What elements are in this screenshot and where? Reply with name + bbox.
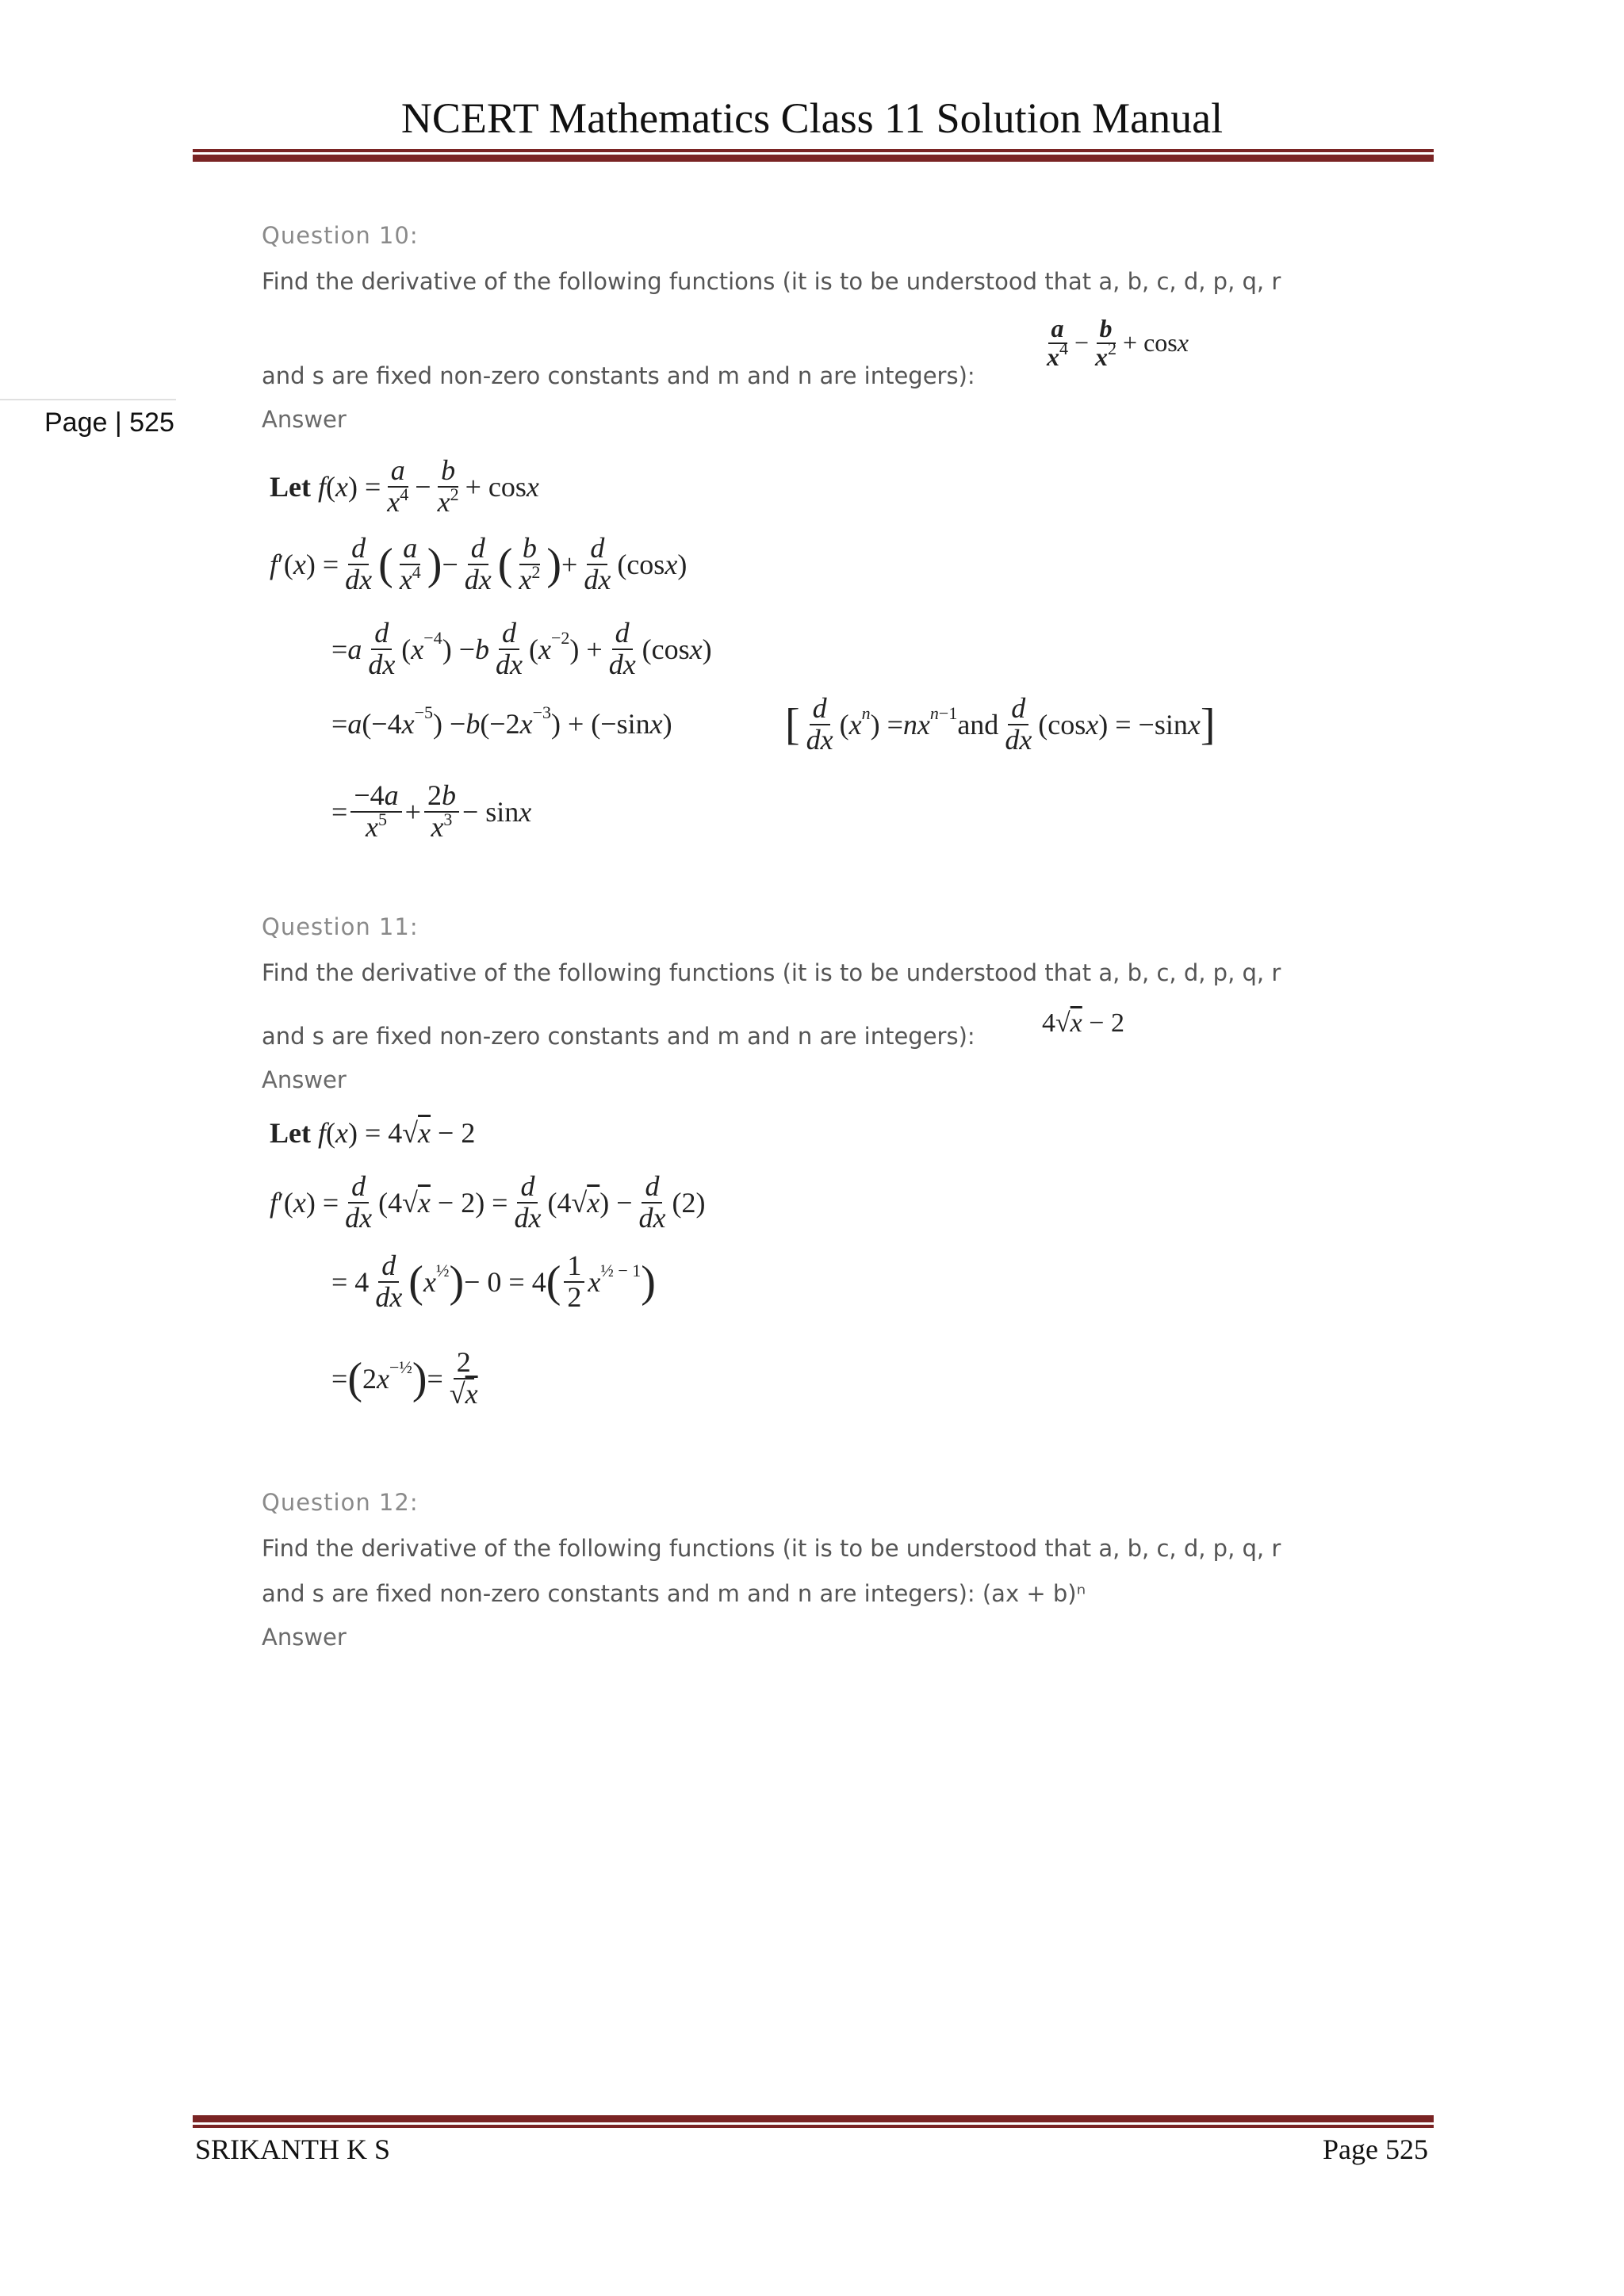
question-12-answer-label: Answer (262, 1624, 347, 1651)
page-header-title: NCERT Mathematics Class 11 Solution Manual (400, 94, 1224, 142)
question-12-text-line1: Find the derivative of the following functions (it is to be understood that a, b, c, d, p, q, r (262, 1535, 1281, 1562)
question-10-answer-label: Answer (262, 406, 347, 433)
question-11-heading: Question 11: (262, 913, 419, 940)
question-11-text-line2: and s are fixed non-zero constants and m and n are integers): (262, 1023, 975, 1050)
q11-step-1: Let f ( x ) = 4√ x − 2 (270, 1117, 476, 1149)
q11-step-4: = ( 2 x −½ ) = $\frac{2}{√x}$ (331, 1346, 478, 1410)
q11-step-2: f ′( x ) = $\frac{d}{dx}$ (4√ x − 2) = $\frac{d}{dx}$ (4√ x ) − $\frac{d}{dx}$ (2) (270, 1170, 706, 1234)
q11-step-3: = 4 $\frac{d}{dx}$ ( x ½ ) − 0 = 4 ( $\frac{1}{2}$ x ½ − 1 ) (331, 1249, 656, 1313)
margin-page-number: Page | 525 (44, 408, 174, 438)
footer-rule-thick (193, 2115, 1434, 2122)
question-12-heading: Question 12: (262, 1489, 419, 1516)
question-11-function: 4√ x − 2 (1042, 1008, 1124, 1038)
q10-step-3: = a $\frac{d}{dx}$ ( x −4 ) − b $\frac{d}{dx}$ ( x −2 ) + $\frac{d}{dx}$ (cos x ) (331, 617, 712, 680)
question-12-text-line2: and s are fixed non-zero constants and m and n are integers): (ax + b)ⁿ (262, 1580, 1086, 1607)
q10-step-5: = $\frac{-4a}{x^5}$ + $\frac{2b}{x^3}$ − sin x (331, 779, 532, 843)
q10-step-4: = a (−4 x −5 ) − b (−2 x −3 ) + (−sin x ) (331, 702, 672, 740)
question-11-text-line1: Find the derivative of the following functions (it is to be understood that a, b, c, d, p, q, r (262, 959, 1281, 986)
question-10-text-line1: Find the derivative of the following functions (it is to be understood that a, b, c, d, p, q, r (262, 268, 1281, 295)
q10-step-1: Let f ( x ) = $\frac{a}{x^4}$ − $\frac{b}{x^2}$ + cos x (270, 454, 539, 518)
footer-rule-thin (193, 2125, 1434, 2128)
question-10-text-line2: and s are fixed non-zero constants and m and n are integers): (262, 362, 975, 389)
question-10-heading: Question 10: (262, 222, 419, 249)
q10-step-2: f ′( x ) = $\frac{d}{dx}$ ( $\frac{a}{x^4}$ ) − $\frac{d}{dx}$ ( $\frac{b}{x^2}$ ) + $\frac{d}{dx}$ (cos x ) (270, 532, 688, 595)
question-10-function: $\frac{a}{x^4}$ − $\frac{b}{x^2}$ + cos x (1047, 314, 1189, 371)
question-11-answer-label: Answer (262, 1066, 347, 1093)
footer-page-number: Page 525 (1323, 2133, 1428, 2165)
footer-author: SRIKANTH K S (195, 2133, 391, 2165)
q10-rule-note: [ $\frac{d}{dx}$ ( x n ) = nx n−1 and $\frac{d}{dx}$ (cos x ) = −sin x ] (785, 692, 1216, 756)
